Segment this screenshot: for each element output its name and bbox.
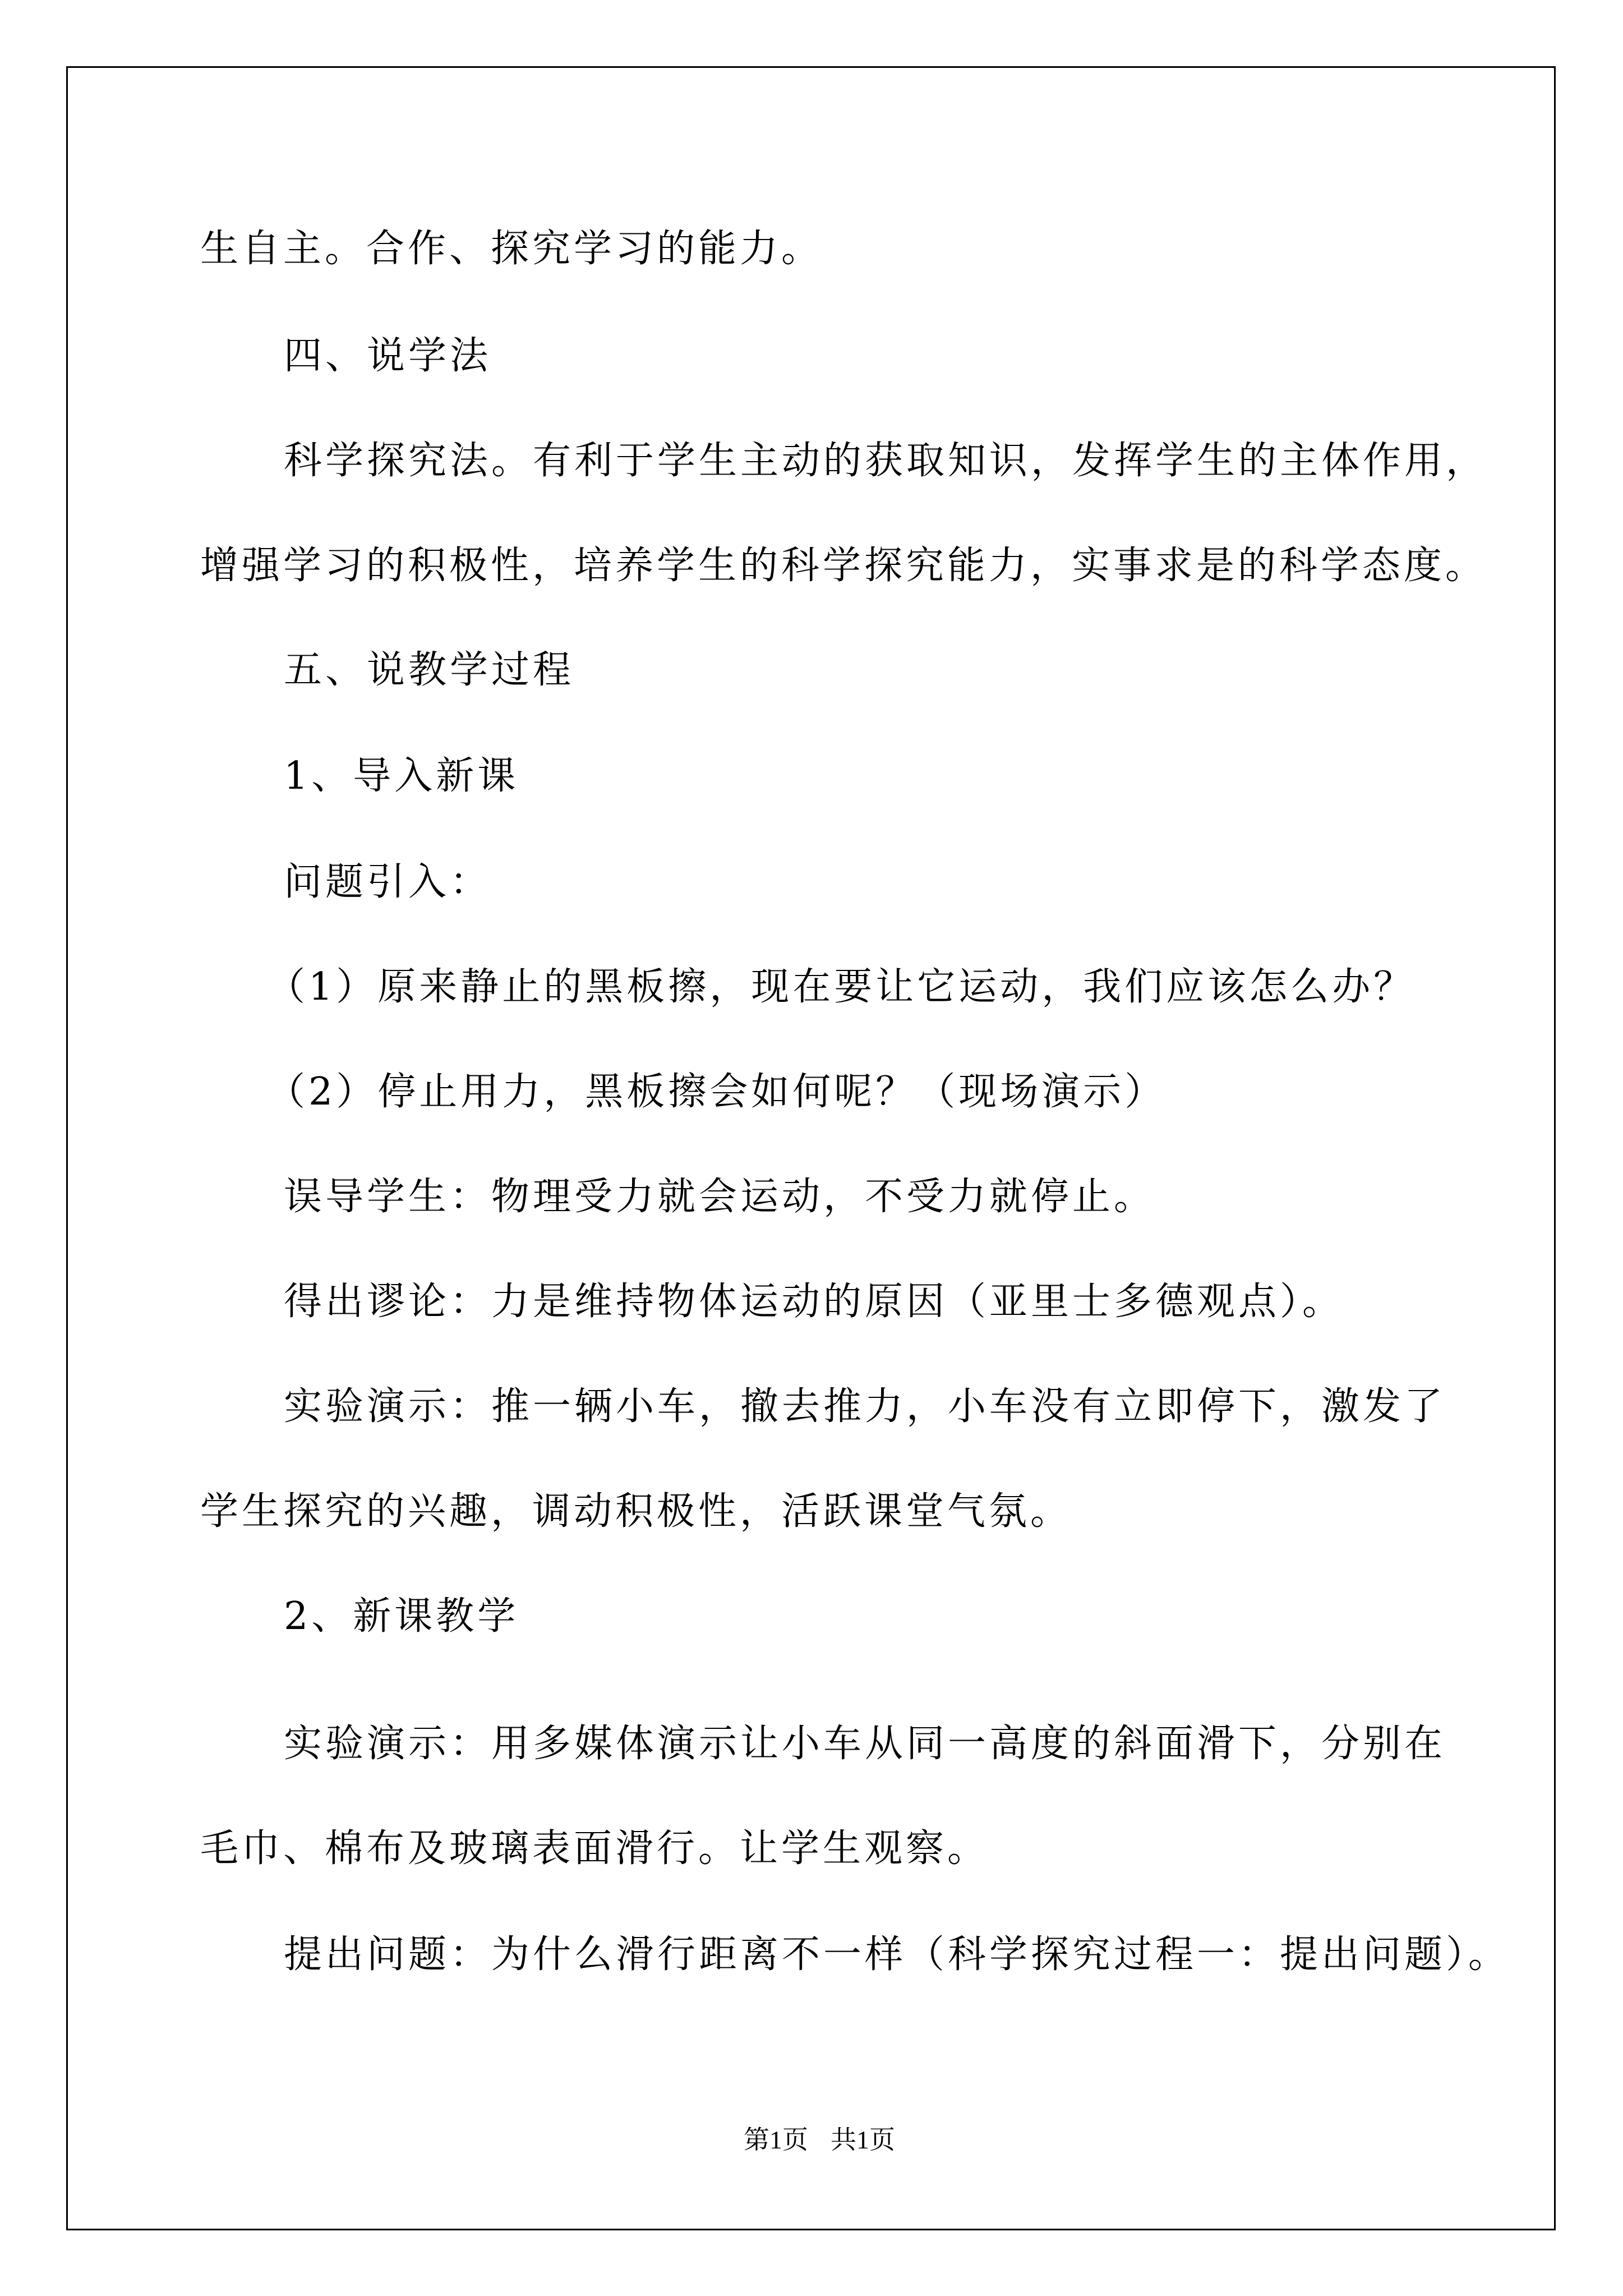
text-line: 生自主。合作、探究学习的能力。: [200, 227, 823, 271]
text-line: （1）原来静止的黑板擦，现在要让它运动，我们应该怎么办？: [267, 965, 1415, 1009]
text-line: 增强学习的积极性，培养学生的科学探究能力，实事求是的科学态度。: [200, 544, 1487, 588]
subsection-heading: 2、新课教学: [284, 1594, 519, 1639]
page-footer: [727, 2124, 912, 2156]
text-line: 毛巾、棉布及玻璃表面滑行。让学生观察。: [200, 1826, 989, 1871]
text-line: （2）停止用力，黑板擦会如何呢？（现场演示）: [267, 1070, 1166, 1114]
page-total: 共1页: [831, 2125, 895, 2154]
text-line: 学生探究的兴趣，调动积极性，活跃课堂气氛。: [200, 1489, 1072, 1534]
text-line: 误导学生：物理受力就会运动，不受力就停止。: [284, 1175, 1156, 1219]
text-line: 科学探究法。有利于学生主动的获取知识，发挥学生的主体作用，: [284, 439, 1488, 483]
text-line: 问题引入：: [284, 860, 492, 904]
section-heading: 五、说教学过程: [284, 648, 575, 692]
page-border: [66, 66, 1556, 2230]
page-number: 第1页: [744, 2125, 808, 2154]
text-line: 实验演示：推一辆小车，撤去推力，小车没有立即停下，激发了: [284, 1384, 1446, 1429]
section-heading: 四、说学法: [284, 334, 492, 378]
text-line: 提出问题：为什么滑行距离不一样（科学探究过程一：提出问题）。: [284, 1932, 1510, 1977]
subsection-heading: 1、导入新课: [284, 754, 519, 798]
text-line: 实验演示：用多媒体演示让小车从同一高度的斜面滑下，分别在: [284, 1722, 1446, 1766]
text-line: 得出谬论：力是维持物体运动的原因（亚里士多德观点）。: [284, 1280, 1344, 1324]
